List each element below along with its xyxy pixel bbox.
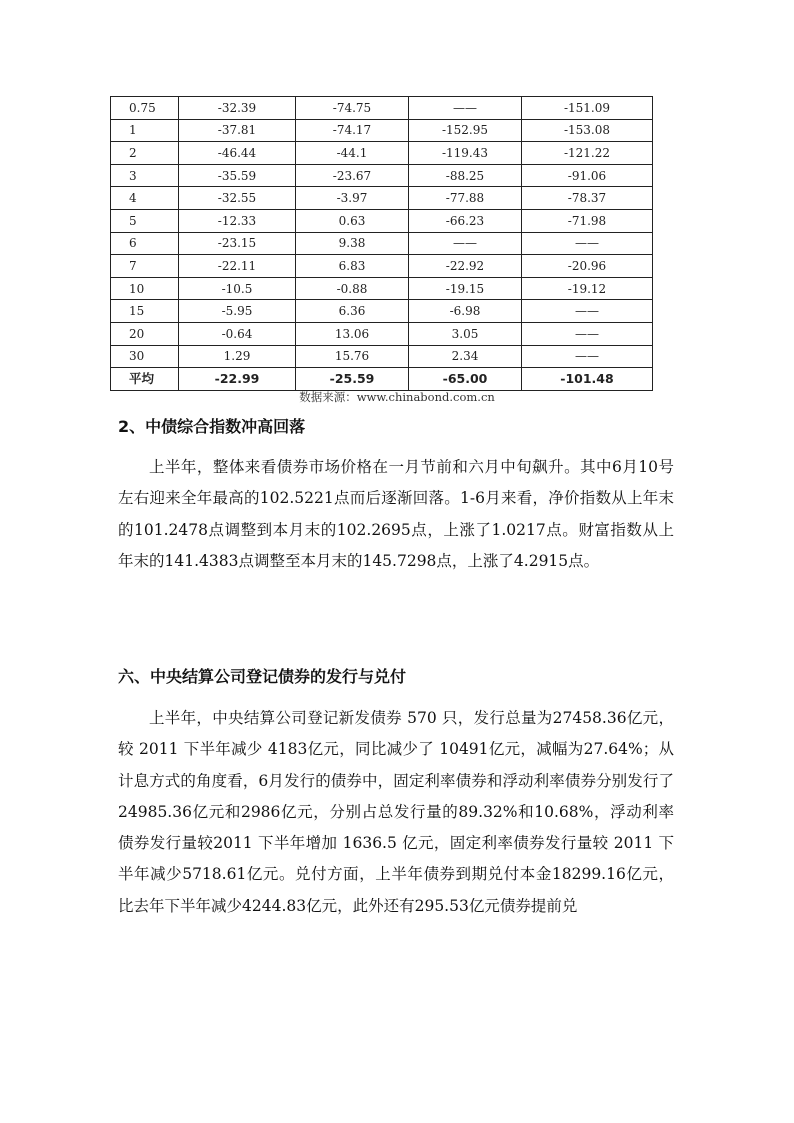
table-cell: -10.5 [179,277,296,300]
table-cell: -46.44 [179,142,296,165]
table-cell: —— [522,232,653,255]
table-row [111,255,653,278]
table-row [111,232,653,255]
table-cell: 4 [111,187,179,210]
table-row [111,142,653,165]
table-cell: 6 [111,232,179,255]
table-cell: -20.96 [522,255,653,278]
table-cell: -22.11 [179,255,296,278]
table-cell: -71.98 [522,209,653,232]
table-cell: 30 [111,345,179,368]
table-cell: 1.29 [179,345,296,368]
table-cell: 3.05 [409,322,522,345]
table-cell: 6.83 [296,255,409,278]
table-row [111,209,653,232]
table-cell: -119.43 [409,142,522,165]
table-cell: -22.92 [409,255,522,278]
table-cell: -37.81 [179,119,296,142]
table-cell-average: 平均 [111,368,179,391]
table-row [111,300,653,323]
table-cell: -12.33 [179,209,296,232]
table-cell: 7 [111,255,179,278]
table-cell: -35.59 [179,164,296,187]
table-row-average [111,368,653,391]
table-cell: -74.17 [296,119,409,142]
table-cell: -32.55 [179,187,296,210]
table-cell: -121.22 [522,142,653,165]
table-cell: -78.37 [522,187,653,210]
table-cell: -77.88 [409,187,522,210]
table-row [111,119,653,142]
table-cell: -5.95 [179,300,296,323]
table-cell: -0.88 [296,277,409,300]
table-cell: 2 [111,142,179,165]
table-row [111,277,653,300]
section-heading-issuance: 六、中央结算公司登记债券的发行与兑付 [118,667,407,686]
table-cell: 3 [111,164,179,187]
table-cell: -66.23 [409,209,522,232]
paragraph-index: 上半年，整体来看债券市场价格在一月节前和六月中旬飙升。其中6月10号左右迎来全年最高的102.5221点而后逐渐回落。1-6月来看，净价指数从上年末的101.2478点调整到本月末的102.2695点，上涨了1.0217点。财富指数从上年末的141.4383点调整至本月末的145.7298点，上涨了4.2915点。 [118,458,674,570]
table-cell-average: -101.48 [522,368,653,391]
table-cell: -19.12 [522,277,653,300]
yield-change-table [110,96,653,391]
table-cell: -153.08 [522,119,653,142]
table-cell: -0.64 [179,322,296,345]
table-cell: -151.09 [522,97,653,120]
table-cell: -23.15 [179,232,296,255]
table-cell: 6.36 [296,300,409,323]
table-cell: 0.75 [111,97,179,120]
table-cell: -74.75 [296,97,409,120]
table-cell: -152.95 [409,119,522,142]
table-cell: 13.06 [296,322,409,345]
table-cell: 0.63 [296,209,409,232]
table-cell: -32.39 [179,97,296,120]
table-cell: 15.76 [296,345,409,368]
table-row [111,187,653,210]
table-cell: 2.34 [409,345,522,368]
table-cell: —— [522,322,653,345]
table-cell: —— [522,345,653,368]
table-cell: -91.06 [522,164,653,187]
table-row [111,322,653,345]
table-cell: -44.1 [296,142,409,165]
table-cell: -23.67 [296,164,409,187]
table-cell: 10 [111,277,179,300]
data-source-note: 数据来源：www.chinabond.com.cn [299,390,495,404]
table-cell: 20 [111,322,179,345]
table-cell: -3.97 [296,187,409,210]
table-cell: —— [409,97,522,120]
table-row [111,97,653,120]
table-cell: -88.25 [409,164,522,187]
table-cell: -19.15 [409,277,522,300]
section-heading-index: 2、中债综合指数冲高回落 [118,417,306,436]
table-cell-average: -22.99 [179,368,296,391]
table-cell: —— [409,232,522,255]
table-cell-average: -25.59 [296,368,409,391]
table-cell: 5 [111,209,179,232]
table-body [111,97,653,391]
table-row [111,164,653,187]
table-cell: 15 [111,300,179,323]
table-cell: 1 [111,119,179,142]
table-row [111,345,653,368]
table-cell-average: -65.00 [409,368,522,391]
table-cell: —— [522,300,653,323]
table-cell: 9.38 [296,232,409,255]
paragraph-issuance: 上半年，中央结算公司登记新发债券 570 只，发行总量为27458.36亿元，较 2011 下半年减少 4183亿元，同比减少了 10491亿元，减幅为27.64%；从计息方式的角度看，6月发行的债券中，固定利率债券和浮动利率债券分别发行了24985.36亿元和2986亿元，分别占总发行量的89.32%和10.68%，浮动利率债券发行量较2011 下半年增加 1636.5 亿元，固定利率债券发行量较 2011 下半年减少5718.61亿元。兑付方面，上半年债券到期兑付本金18299.16亿元，比去年下半年减少4244.83亿元，此外还有295.53亿元债券提前兑 [118,709,674,915]
table-cell: -6.98 [409,300,522,323]
